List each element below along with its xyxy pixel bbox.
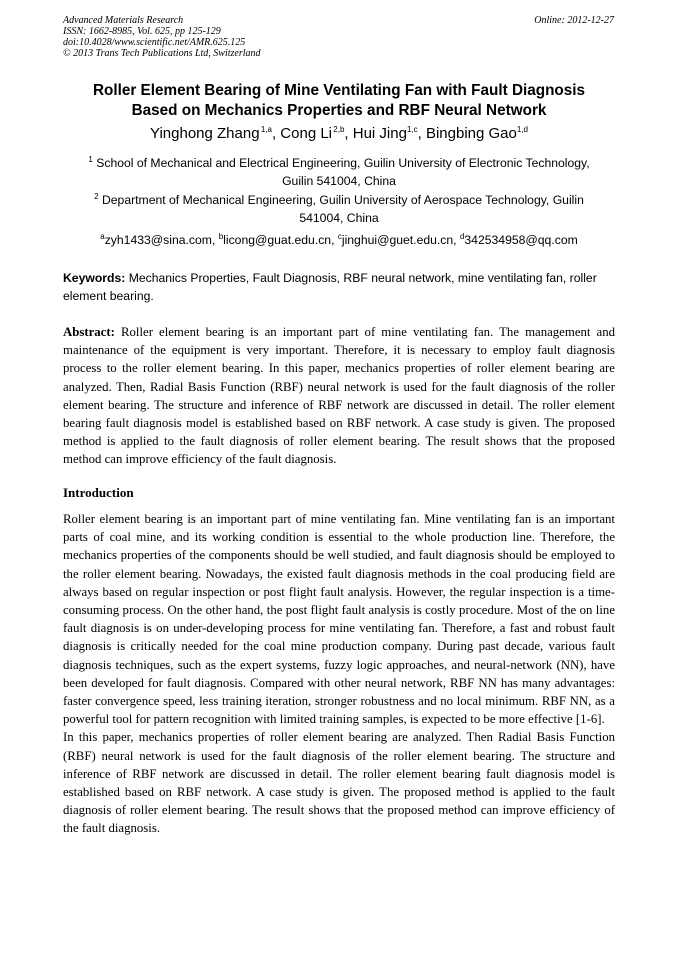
author-sup: 1,a: [260, 125, 272, 134]
doi-line: doi:10.4028/www.scientific.net/AMR.625.125: [63, 37, 246, 48]
email-sup: c: [337, 231, 342, 241]
paragraph: Roller element bearing is an important part of mine ventilating fan. Mine ventilating fan is an important parts of coal mine, and its working condition is essential to the whole production line. Therefore, the mechanics properties of the components should be well studied, and fault diagnosis should be employed to the roller element bearing. Nowadays, the existed fault diagnosis methods in the coal producing field are always based on regular inspection or post flight fault analysis. However, the regular inspection is a time- consuming process. On the other hand, the post flight fault analysis is costly procedure. Most of the on line fault diagnosis is on under-developing process for mine ventilating fan. Therefore, a fast and robust fault diagnosis is critically needed for the coal mine production company. During past decade, various fault diagnosis techniques, such as the expert systems, fuzzy logic approaches, and neural-network (NN), have been developed for fault diagnosis. Compared with other neural network, RBF NN has many advantages: faster convergence speed, less training iteration, stronger robustness and no local minimum. RBF NN, as a powerful tool for pattern recognition with limited training samples, is expected to be more effective [1-6].: [63, 512, 615, 727]
keywords-text: Mechanics Properties, Fault Diagnosis, RBF neural network, mine ventilating fan, roller element bearing.: [63, 271, 597, 303]
title-line-1: Roller Element Bearing of Mine Ventilating Fan with Fault Diagnosis: [92, 82, 586, 99]
affiliation-2: [63, 191, 615, 227]
introduction-body: [63, 510, 615, 838]
email-address[interactable]: licong@guat.edu.cn,: [223, 233, 335, 247]
affiliation-text: 541004, China: [299, 211, 379, 225]
online-date: Online: 2012-12-27: [534, 15, 614, 26]
email-list: [63, 232, 615, 248]
section-heading: Introduction: [63, 485, 134, 500]
journal-name: Advanced Materials Research: [63, 15, 184, 26]
affiliation-text: School of Mechanical and Electrical Engineering, Guilin University of Electronic Technology,: [96, 156, 590, 170]
author-name: Yinghong Zhang: [150, 125, 260, 142]
keywords: [63, 269, 615, 305]
issn-line: ISSN: 1662-8985, Vol. 625, pp 125-129: [63, 26, 221, 37]
affiliation-sup: 1: [88, 154, 93, 164]
email-address[interactable]: 342534958@qq.com: [464, 233, 578, 247]
title-line-2: Based on Mechanics Properties and RBF Neural Network: [131, 102, 547, 119]
author-sup: 1,c: [406, 125, 418, 134]
copyright-line: © 2013 Trans Tech Publications Ltd, Switzerland: [63, 48, 261, 59]
email-sup: d: [459, 231, 465, 241]
paper-title: [63, 81, 615, 121]
paragraph: In this paper, mechanics properties of roller element bearing are analyzed. Then Radial Basis Function (RBF) neural network is used for the fault diagnosis of the roller element bearing. The structure and inference of RBF network are discussed in detail. The roller element bearing fault diagnosis model is established based on RBF network. A case study is given. The proposed method is applied to the fault diagnosis of roller element bearing. The result shows that the proposed method can improve efficiency of the fault diagnosis.: [63, 730, 615, 836]
abstract: [63, 323, 615, 469]
email-address[interactable]: jinghui@guet.edu.cn,: [341, 233, 457, 247]
author-name: Hui Jing: [352, 125, 407, 142]
abstract-text: Roller element bearing is an important part of mine ventilating fan. The management and maintenance of the equipment is very important. Therefore, it is necessary to employ fault diagnosis process to the roller element bearing. In this paper, mechanics properties of roller element bearing are analyzed. Then, Radial Basis Function (RBF) neural network is used for the fault diagnosis of the roller element bearing. The structure and inference of RBF network are discussed in detail. The roller element bearing fault diagnosis model is established based on RBF network. A case study is given. The proposed method is applied to the fault diagnosis of roller element bearing. The result shows that the proposed method can improve efficiency of the fault diagnosis.: [63, 325, 615, 467]
email-sup: b: [218, 231, 224, 241]
email-address[interactable]: zyh1433@sina.com,: [104, 233, 216, 247]
author-list: Yinghong Zhang $^{1,a}$, Cong Li $^{2,b}$, Hui Jing$^{1,c}$, Bingbing Gao$^{1,d}$: [150, 125, 528, 142]
email-sup: a: [100, 231, 105, 241]
keywords-label: Keywords:: [63, 271, 126, 285]
author-sup: 2,b: [333, 125, 345, 134]
affiliation-sup: 2: [94, 191, 99, 201]
journal-info: [63, 15, 261, 59]
author-name: Bingbing Gao: [425, 125, 517, 142]
affiliation-1: [63, 154, 615, 190]
abstract-label: Abstract:: [63, 325, 115, 339]
affiliation-text: Department of Mechanical Engineering, Guilin University of Aerospace Technology, Guilin: [101, 193, 584, 207]
author-name: Cong Li: [280, 125, 332, 142]
affiliation-text: Guilin 541004, China: [282, 174, 396, 188]
author-sup: 1,d: [516, 125, 528, 134]
